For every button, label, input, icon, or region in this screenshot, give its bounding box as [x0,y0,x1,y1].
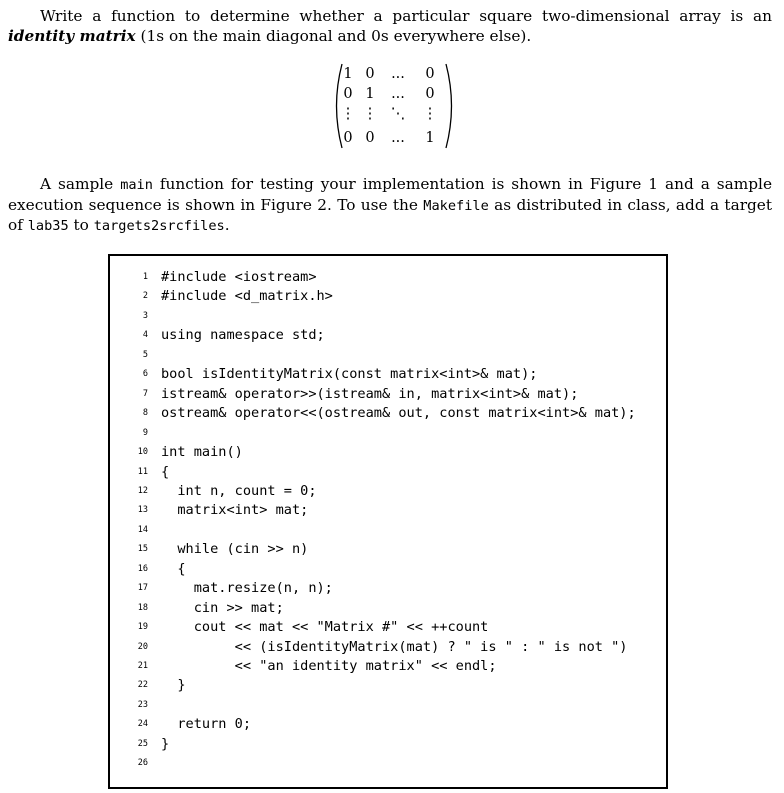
line-number: 5 [142,349,148,360]
line-number: 3 [142,310,148,321]
code-line [110,365,666,385]
matrix-cell: ⋱ [390,106,406,122]
code-line [110,657,666,677]
matrix-cell: ... [391,66,405,82]
code-line [110,560,666,580]
code-text: while (cin >> n) [161,541,309,558]
code-line [110,735,666,755]
matrix-cell: 1 [343,66,353,82]
code-line [110,463,666,483]
code-text: << (isIdentityMatrix(mat) ? " is " : " is not ") [161,638,628,655]
line-number: 10 [137,447,148,458]
line-number: 6 [142,369,148,380]
matrix-cell: ⋮ [340,106,356,122]
line-number: 9 [142,427,148,438]
matrix-cell: 0 [425,86,435,102]
matrix-cell: 1 [425,130,435,146]
line-number: 12 [137,485,148,496]
code-line [110,599,666,619]
code-text: #include <iostream> [161,269,317,285]
sample-text: as distributed in class, add a target of [8,195,772,234]
matrix-cell: 0 [365,130,375,146]
code-line [110,287,666,307]
code-text: matrix<int> mat; [161,502,309,519]
code-line [110,715,666,735]
code-text: mat.resize(n, n); [161,580,333,597]
code-line [110,521,666,541]
code-line [110,385,666,405]
code-line [110,696,666,716]
code-line [110,618,666,638]
sample-text: function for testing your implementation is shown in Figure 1 and a sample execution sequence is shown in Figure 2. To use the [8,175,772,214]
line-number: 23 [137,699,148,710]
line-number: 20 [137,641,148,652]
code-line [110,424,666,444]
code-term-makefile: Makefile [423,197,489,214]
line-number: 11 [137,466,148,477]
matrix-cell: ... [391,86,405,102]
line-number: 1 [142,272,148,282]
line-number: 8 [142,408,148,419]
line-number: 22 [137,680,148,691]
code-text: int n, count = 0; [161,482,317,499]
sample-text: to [68,216,94,234]
code-text: } [161,735,170,752]
code-text: istream& operator>>(istream& in, matrix<int>& mat); [161,385,579,402]
code-line [110,443,666,463]
code-text: ostream& operator<<(ostream& out, const matrix<int>& mat); [161,405,636,422]
matrix-cell: ⋮ [362,106,378,122]
matrix-cell: 1 [365,86,375,102]
identity-matrix-figure [330,62,458,150]
code-line [110,579,666,599]
code-line [110,307,666,327]
code-text: bool isIdentityMatrix(const matrix<int>& mat); [161,366,538,383]
code-line [110,326,666,346]
matrix-cell: 0 [343,86,353,102]
intro-text-end: (1s on the main diagonal and 0s everywhere else). [135,26,532,45]
sample-text: A sample [40,175,121,193]
line-number: 21 [137,661,148,671]
code-text: int main() [161,444,243,461]
matrix-cell: 0 [425,66,435,82]
code-text: { [161,463,170,480]
line-number: 16 [137,563,148,574]
sample-text: . [224,216,230,234]
line-number: 18 [137,602,148,613]
code-term-main: main [120,177,153,193]
code-line [110,540,666,560]
matrix-cell: 0 [343,130,353,146]
code-text: using namespace std; [161,327,325,344]
intro-text: Write a function to determine whether a particular square two-dimensional array is an [40,7,772,25]
code-text: } [161,677,186,694]
matrix-cell: ... [391,130,405,146]
code-line [110,754,666,774]
code-term-targets2srcfiles: targets2srcfiles [93,218,225,234]
code-line [110,346,666,366]
line-number: 25 [137,738,148,749]
line-number: 24 [137,719,148,730]
line-number: 17 [137,583,148,594]
intro-paragraph [8,7,772,46]
code-text: cin >> mat; [161,599,284,616]
code-listing [108,254,668,789]
code-line [110,482,666,502]
code-text: << "an identity matrix" << endl; [161,658,497,674]
code-text: return 0; [161,716,252,733]
line-number: 13 [137,505,148,516]
code-line [110,501,666,521]
code-line [110,676,666,696]
sample-paragraph [8,175,772,237]
code-term-lab35: lab35 [27,218,69,234]
matrix-cell: 0 [365,66,375,82]
line-number: 2 [142,291,148,302]
code-line [110,638,666,658]
code-text: { [161,560,186,577]
line-number: 7 [142,388,148,399]
code-text: cout << mat << "Matrix #" << ++count [161,619,489,636]
identity-matrix-term: identity matrix [8,26,136,45]
code-text: #include <d_matrix.h> [161,288,333,305]
code-line [110,404,666,424]
line-number: 15 [137,544,148,555]
line-number: 14 [137,524,148,535]
line-number: 4 [142,330,148,341]
matrix-cell: ⋮ [422,106,438,122]
line-number: 19 [137,622,148,633]
code-line [110,268,666,288]
line-number: 26 [137,758,148,769]
